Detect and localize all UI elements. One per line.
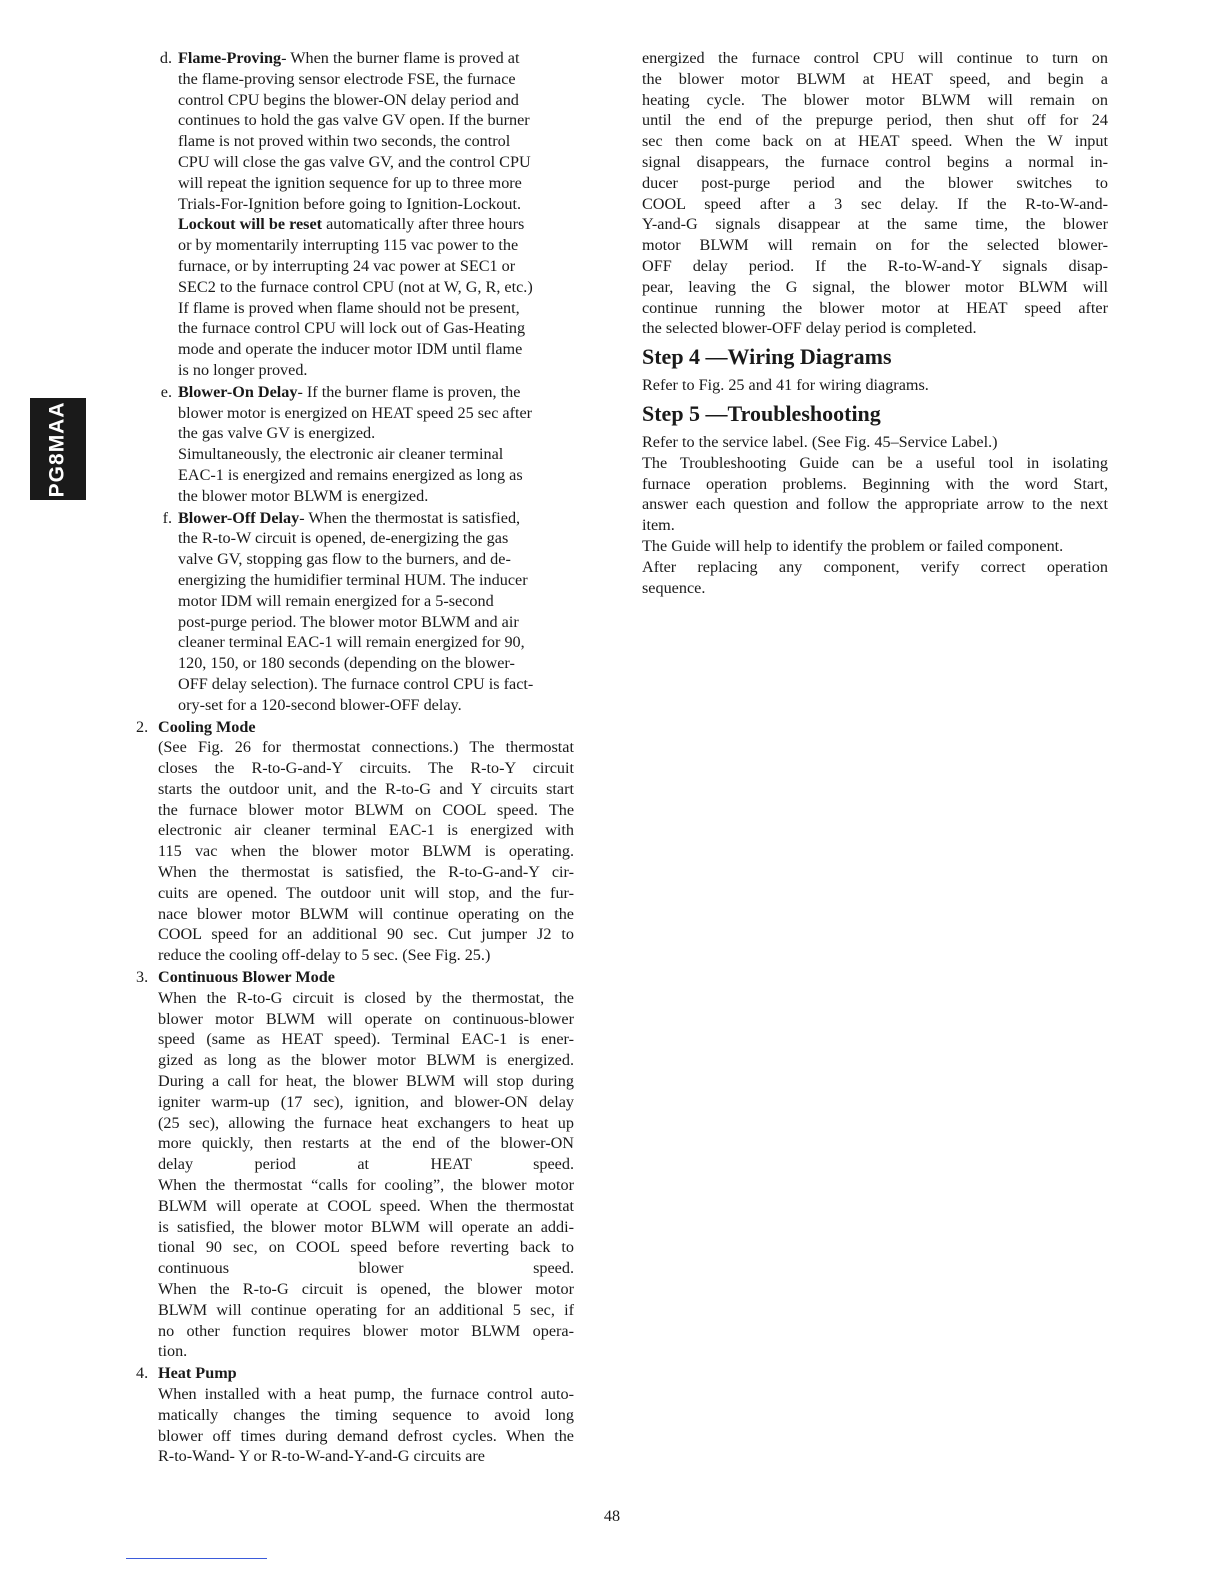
line-text: control CPU begins the blower-ON delay period and xyxy=(178,90,519,109)
subitem-f xyxy=(128,508,574,716)
text-line: blower off times during demand defrost cycles. When the xyxy=(158,1426,574,1445)
section-body xyxy=(158,967,574,1362)
subitem-e xyxy=(128,382,574,507)
subitem-marker: e. xyxy=(160,382,172,401)
line-text: motor IDM will remain energized for a 5-second xyxy=(178,591,494,610)
emphasis-text: Lockout will be reset xyxy=(178,215,323,234)
line-text: CPU will close the gas valve GV, and the control CPU xyxy=(178,152,531,171)
text-line xyxy=(178,549,574,570)
text-line xyxy=(178,674,574,695)
text-line: OFF delay period. If the R-to-W-and-Y signals disap- xyxy=(642,256,1108,275)
section-title: Continuous Blower Mode xyxy=(158,968,335,987)
line-text: mode and operate the inducer motor IDM until flame xyxy=(178,340,523,359)
section-item-4 xyxy=(128,1363,574,1467)
text-line xyxy=(178,69,574,90)
text-line: When the thermostat “calls for cooling”, the blower motor xyxy=(158,1176,574,1195)
text-line xyxy=(178,131,574,152)
text-line: nace blower motor BLWM will continue operating on the xyxy=(158,904,574,923)
subitem-title: Blower-On Delay xyxy=(178,382,298,401)
subitem-title: Blower-Off Delay xyxy=(178,508,300,527)
text-line: motor BLWM will remain on for the selected blower- xyxy=(642,236,1108,255)
line-text: energizing the humidifier terminal HUM. The inducer xyxy=(178,570,528,589)
text-line xyxy=(178,298,574,319)
line-text: the flame-proving sensor electrode FSE, the furnace xyxy=(178,69,516,88)
text-line: COOL speed after a 3 sec delay. If the R-to-W-and- xyxy=(642,194,1108,213)
text-line xyxy=(178,194,574,215)
text-line: The Guide will help to identify the problem or failed component. xyxy=(642,536,1064,555)
section-number: 4. xyxy=(136,1364,149,1383)
text-line: heating cycle. The blower motor BLWM will remain on xyxy=(642,90,1108,109)
subitem-body xyxy=(178,508,574,716)
continuation-paragraph xyxy=(642,48,1108,339)
section-title: Cooling Mode xyxy=(158,717,256,736)
text-line: 115 vac when the blower motor BLWM is operating. xyxy=(158,842,574,861)
text-line: BLWM will operate at COOL speed. When the thermostat xyxy=(158,1196,574,1215)
text-line xyxy=(178,277,574,298)
text-line: is satisfied, the blower motor BLWM will operate an addi- xyxy=(158,1217,574,1236)
text-line xyxy=(178,235,574,256)
text-line: answer each question and follow the appropriate arrow to the next xyxy=(642,495,1108,514)
text-line xyxy=(178,110,574,131)
line-text: will repeat the ignition sequence for up to three more xyxy=(178,173,522,192)
text-line: until the end of the prepurge period, then shut off for 24 xyxy=(642,111,1108,130)
side-tab-model xyxy=(30,398,86,500)
section-item-2 xyxy=(128,717,574,967)
text-line: When the thermostat is satisfied, the R-to-G-and-Y cir- xyxy=(158,863,574,882)
section-number: 2. xyxy=(136,717,149,736)
section-body xyxy=(158,717,574,967)
line-text: continues to hold the gas valve GV open. If the burner xyxy=(178,111,530,130)
text-line xyxy=(178,173,574,194)
section-body xyxy=(158,1363,574,1467)
text-line: (25 sec), allowing the furnace heat exchangers to heat up xyxy=(158,1113,574,1132)
text-line: continue running the blower motor at HEAT speed after xyxy=(642,298,1108,317)
text-line xyxy=(178,695,574,716)
text-line xyxy=(178,632,574,653)
text-line xyxy=(178,528,574,549)
left-column xyxy=(128,48,574,1467)
text-line: R-to-Wand- Y or R-to-W-and-Y-and-G circuits are xyxy=(158,1447,485,1466)
line-text: automatically after three hours xyxy=(322,215,525,234)
step5-heading: Step 5 —Troubleshooting xyxy=(642,400,881,426)
text-line xyxy=(178,612,574,633)
text-line: signal disappears, the furnace control begins a normal in- xyxy=(642,152,1108,171)
text-line: Y-and-G signals disappear at the same time, the blower xyxy=(642,215,1108,234)
line-text: furnace, or by interrupting 24 vac power at SEC1 or xyxy=(178,256,516,275)
line-text: blower motor is energized on HEAT speed 25 sec after xyxy=(178,403,533,422)
text-line: sequence. xyxy=(642,578,706,597)
step4-heading: Step 4 —Wiring Diagrams xyxy=(642,344,892,370)
footer-rule xyxy=(126,1558,267,1559)
line-text: Trials-For-Ignition before going to Ignition-Lockout. xyxy=(178,194,522,213)
line-text: - If the burner flame is proven, the xyxy=(297,382,521,401)
text-line: tion. xyxy=(158,1342,188,1361)
text-line: BLWM will continue operating for an additional 5 sec, if xyxy=(158,1300,574,1319)
line-text: the blower motor BLWM is energized. xyxy=(178,486,429,505)
text-line: pear, leaving the G signal, the blower motor BLWM will xyxy=(642,277,1108,296)
text-line xyxy=(178,382,574,403)
line-text: 120, 150, or 180 seconds (depending on the blower- xyxy=(178,654,515,673)
line-text: EAC-1 is energized and remains energized as long as xyxy=(178,465,523,484)
side-tab-label: PG8MAA xyxy=(45,401,69,497)
text-line xyxy=(178,339,574,360)
text-line xyxy=(178,48,574,69)
text-line: delay period at HEAT speed. xyxy=(158,1155,574,1174)
text-line xyxy=(178,152,574,173)
text-line xyxy=(178,653,574,674)
line-text: the gas valve GV is energized. xyxy=(178,424,376,443)
line-text: cleaner terminal EAC-1 will remain energized for 90, xyxy=(178,633,525,652)
text-line: the furnace blower motor BLWM on COOL speed. The xyxy=(158,800,574,819)
text-line: starts the outdoor unit, and the R-to-G and Y circuits start xyxy=(158,779,574,798)
subitem-d xyxy=(128,48,574,381)
text-line: COOL speed for an additional 90 sec. Cut jumper J2 to xyxy=(158,925,574,944)
text-line xyxy=(178,508,574,529)
subitem-marker: f. xyxy=(162,508,172,527)
line-text: If flame is proved when flame should not be present, xyxy=(178,298,520,317)
line-text: post-purge period. The blower motor BLWM and air xyxy=(178,612,519,631)
text-line: igniter warm-up (17 sec), ignition, and blower-ON delay xyxy=(158,1092,574,1111)
line-text: ory-set for a 120-second blower-OFF delay. xyxy=(178,695,462,714)
text-line: cuits are opened. The outdoor unit will stop, and the fur- xyxy=(158,883,574,902)
text-line: the selected blower-OFF delay period is completed. xyxy=(642,319,977,338)
text-line: When the R-to-G circuit is opened, the blower motor xyxy=(158,1280,574,1299)
text-line: item. xyxy=(642,516,675,535)
text-line xyxy=(178,403,574,424)
text-line: reduce the cooling off-delay to 5 sec. (See Fig. 25.) xyxy=(158,946,491,965)
line-text: flame is not proved within two seconds, the control xyxy=(178,132,511,151)
text-line: gized as long as the blower motor BLWM is energized. xyxy=(158,1051,574,1070)
text-line xyxy=(178,90,574,111)
line-text: Simultaneously, the electronic air cleaner terminal xyxy=(178,445,504,464)
subitem-title: Flame-Proving xyxy=(178,49,282,67)
line-text: the R-to-W circuit is opened, de-energizing the gas xyxy=(178,529,509,548)
text-line xyxy=(178,214,574,235)
section-number: 3. xyxy=(136,968,149,987)
text-line: sec then come back on at HEAT speed. When the W input xyxy=(642,132,1108,151)
text-line: ducer post-purge period and the blower switches to xyxy=(642,173,1108,192)
section-item-3 xyxy=(128,967,574,1362)
text-line: speed (same as HEAT speed). Terminal EAC-1 is ener- xyxy=(158,1030,574,1049)
text-line xyxy=(178,256,574,277)
line-text: is no longer proved. xyxy=(178,360,308,379)
text-line: After replacing any component, verify correct operation xyxy=(642,557,1108,576)
text-line: energized the furnace control CPU will continue to turn on xyxy=(642,49,1108,67)
text-line xyxy=(178,591,574,612)
section-title: Heat Pump xyxy=(158,1364,237,1383)
line-text: the furnace control CPU will lock out of Gas-Heating xyxy=(178,319,526,338)
text-line: furnace operation problems. Beginning with the word Start, xyxy=(642,474,1108,493)
text-line: (See Fig. 26 for thermostat connections.) The thermostat xyxy=(158,738,574,757)
subitem-body xyxy=(178,382,574,507)
text-line: When the R-to-G circuit is closed by the thermostat, the xyxy=(158,988,574,1007)
line-text: - When the thermostat is satisfied, xyxy=(299,508,521,527)
text-line: Refer to the service label. (See Fig. 45–Service Label.) xyxy=(642,432,998,451)
text-line xyxy=(178,465,574,486)
text-line: more quickly, then restarts at the end of the blower-ON xyxy=(158,1134,574,1153)
text-line: the blower motor BLWM at HEAT speed, and begin a xyxy=(642,69,1108,88)
text-line: no other function requires blower motor BLWM opera- xyxy=(158,1321,574,1340)
text-line xyxy=(178,570,574,591)
step4-text: Refer to Fig. 25 and 41 for wiring diagrams. xyxy=(642,376,929,395)
text-line: electronic air cleaner terminal EAC-1 is energized with xyxy=(158,821,574,840)
text-line xyxy=(178,444,574,465)
text-line xyxy=(178,423,574,444)
text-line: The Troubleshooting Guide can be a useful tool in isolating xyxy=(642,453,1108,472)
step5-body xyxy=(642,432,1108,598)
text-line: During a call for heat, the blower BLWM will stop during xyxy=(158,1072,574,1091)
text-line: matically changes the timing sequence to avoid long xyxy=(158,1405,574,1424)
line-text: - When the burner flame is proved at xyxy=(281,49,520,67)
text-line: tional 90 sec, on COOL speed before reverting back to xyxy=(158,1238,574,1257)
subitem-marker: d. xyxy=(159,49,172,67)
text-line xyxy=(178,486,574,507)
text-line: When installed with a heat pump, the furnace control auto- xyxy=(158,1385,574,1403)
text-line xyxy=(178,318,574,339)
line-text: valve GV, stopping gas flow to the burners, and de- xyxy=(178,550,511,569)
line-text: OFF delay selection). The furnace control CPU is fact- xyxy=(178,674,534,693)
subitem-body xyxy=(178,48,574,381)
line-text: or by momentarily interrupting 115 vac power to the xyxy=(178,236,519,255)
line-text: SEC2 to the furnace control CPU (not at W, G, R, etc.) xyxy=(178,277,533,296)
text-line: closes the R-to-G-and-Y circuits. The R-to-Y circuit xyxy=(158,759,574,778)
text-line xyxy=(178,360,574,381)
text-line: continuous blower speed. xyxy=(158,1259,574,1278)
text-line: blower motor BLWM will operate on continuous-blower xyxy=(158,1009,574,1028)
right-column xyxy=(642,48,1108,598)
page-number: 48 xyxy=(603,1507,621,1525)
